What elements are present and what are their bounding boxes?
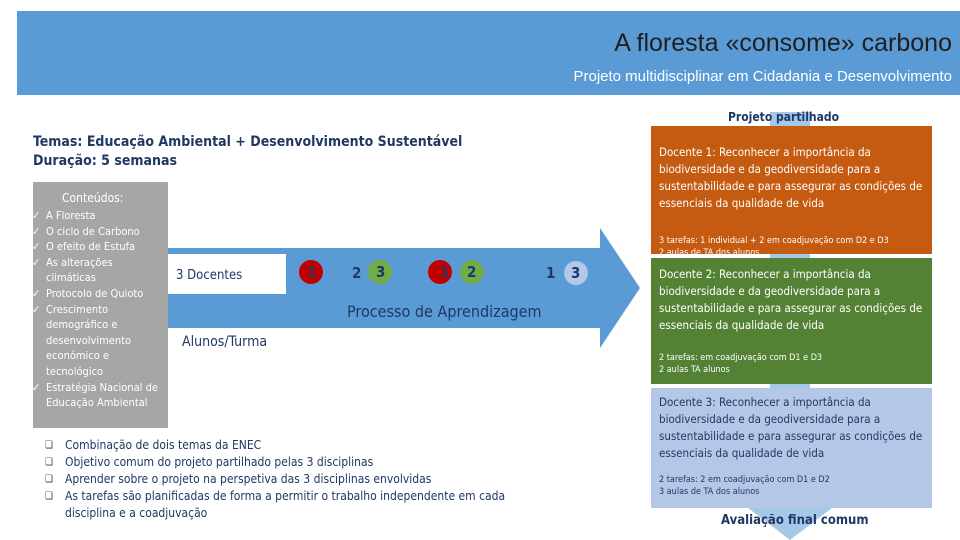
teacher-hours: 3 aulas de TA dos alunos (659, 487, 760, 497)
notes-list (45, 437, 535, 522)
contents-title: Conteúdos: (62, 191, 124, 205)
teacher-tasks: 2 tarefas: 2 em coadjuvação com D1 e D2 (659, 475, 830, 485)
list-item: ✓ Crescimento demográfico e desenvolvimento económico e tecnológico (32, 302, 160, 380)
list-item: ❏ Aprender sobre o projeto na perspetiva das 3 disciplinas envolvidas (45, 471, 535, 488)
themes-block (33, 133, 462, 171)
shared-project-title: Projeto partilhado (728, 110, 840, 124)
list-item: ✓ A Floresta (32, 208, 160, 224)
teacher-hours: 2 aulas de TA dos alunos (659, 248, 760, 258)
step-number: 2 (352, 264, 362, 282)
step-number: 1 (307, 263, 317, 281)
list-item: ❏ Objetivo comum do projeto partilhado pelas 3 disciplinas (45, 454, 535, 471)
themes-line: Temas: Educação Ambiental + Desenvolvimento Sustentável (33, 134, 463, 150)
page-subtitle: Projeto multidisciplinar em Cidadania e Desenvolvimento (573, 68, 952, 85)
list-item: ✓ O ciclo de Carbono (32, 224, 160, 240)
teacher-tasks: 2 tarefas: em coadjuvação com D1 e D3 (659, 353, 823, 363)
page-title: A floresta «consome» carbono (614, 29, 952, 57)
list-item: ✓ As alterações climáticas (32, 255, 160, 286)
process-label: Processo de Aprendizagem (347, 302, 542, 321)
step-number: 3 (376, 263, 386, 281)
teacher-tasks: 3 tarefas: 1 individual + 2 em coadjuvação com D2 e D3 (659, 236, 889, 246)
step-number: 2 (467, 263, 477, 281)
teacher-card-1 (651, 126, 932, 258)
teacher-card-2 (651, 258, 932, 384)
teacher-hours: 2 aulas TA alunos (659, 365, 730, 375)
duration-line: Duração: 5 semanas (33, 153, 177, 169)
step-number: 1 (440, 263, 450, 281)
list-item: ❏ Combinação de dois temas da ENEC (45, 437, 535, 454)
teacher-description: Docente 3: Reconhecer a importância da biodiversidade e da geodiversidade para a sustentabilidade e para assegurar as condições de essenciais da qualidade de vida (659, 395, 923, 460)
docentes-label: 3 Docentes (176, 268, 243, 283)
teacher-description: Docente 1: Reconhecer a importância da biodiversidade e da geodiversidade para a sustentabilidade e para assegurar as condições de essenciais da qualidade de vida (659, 145, 923, 210)
list-item: ✓ Protocolo de Quioto (32, 286, 160, 302)
final-evaluation-label: Avaliação final comum (721, 513, 869, 528)
list-item: ✓ Estratégia Nacional de Educação Ambiental (32, 380, 160, 411)
list-item: ❏ As tarefas são planificadas de forma a permitir o trabalho independente em cada disciplina e a coadjuvação (45, 488, 535, 522)
list-item: ✓ O efeito de Estufa (32, 239, 160, 255)
step-number: 3 (571, 264, 581, 282)
teacher-card-3 (651, 388, 932, 508)
contents-list (32, 208, 160, 411)
alunos-label: Alunos/Turma (182, 334, 268, 350)
step-number: 1 (546, 264, 556, 282)
teacher-description: Docente 2: Reconhecer a importância da biodiversidade e da geodiversidade para a sustentabilidade e para assegurar as condições de essenciais da qualidade de vida (659, 267, 923, 332)
